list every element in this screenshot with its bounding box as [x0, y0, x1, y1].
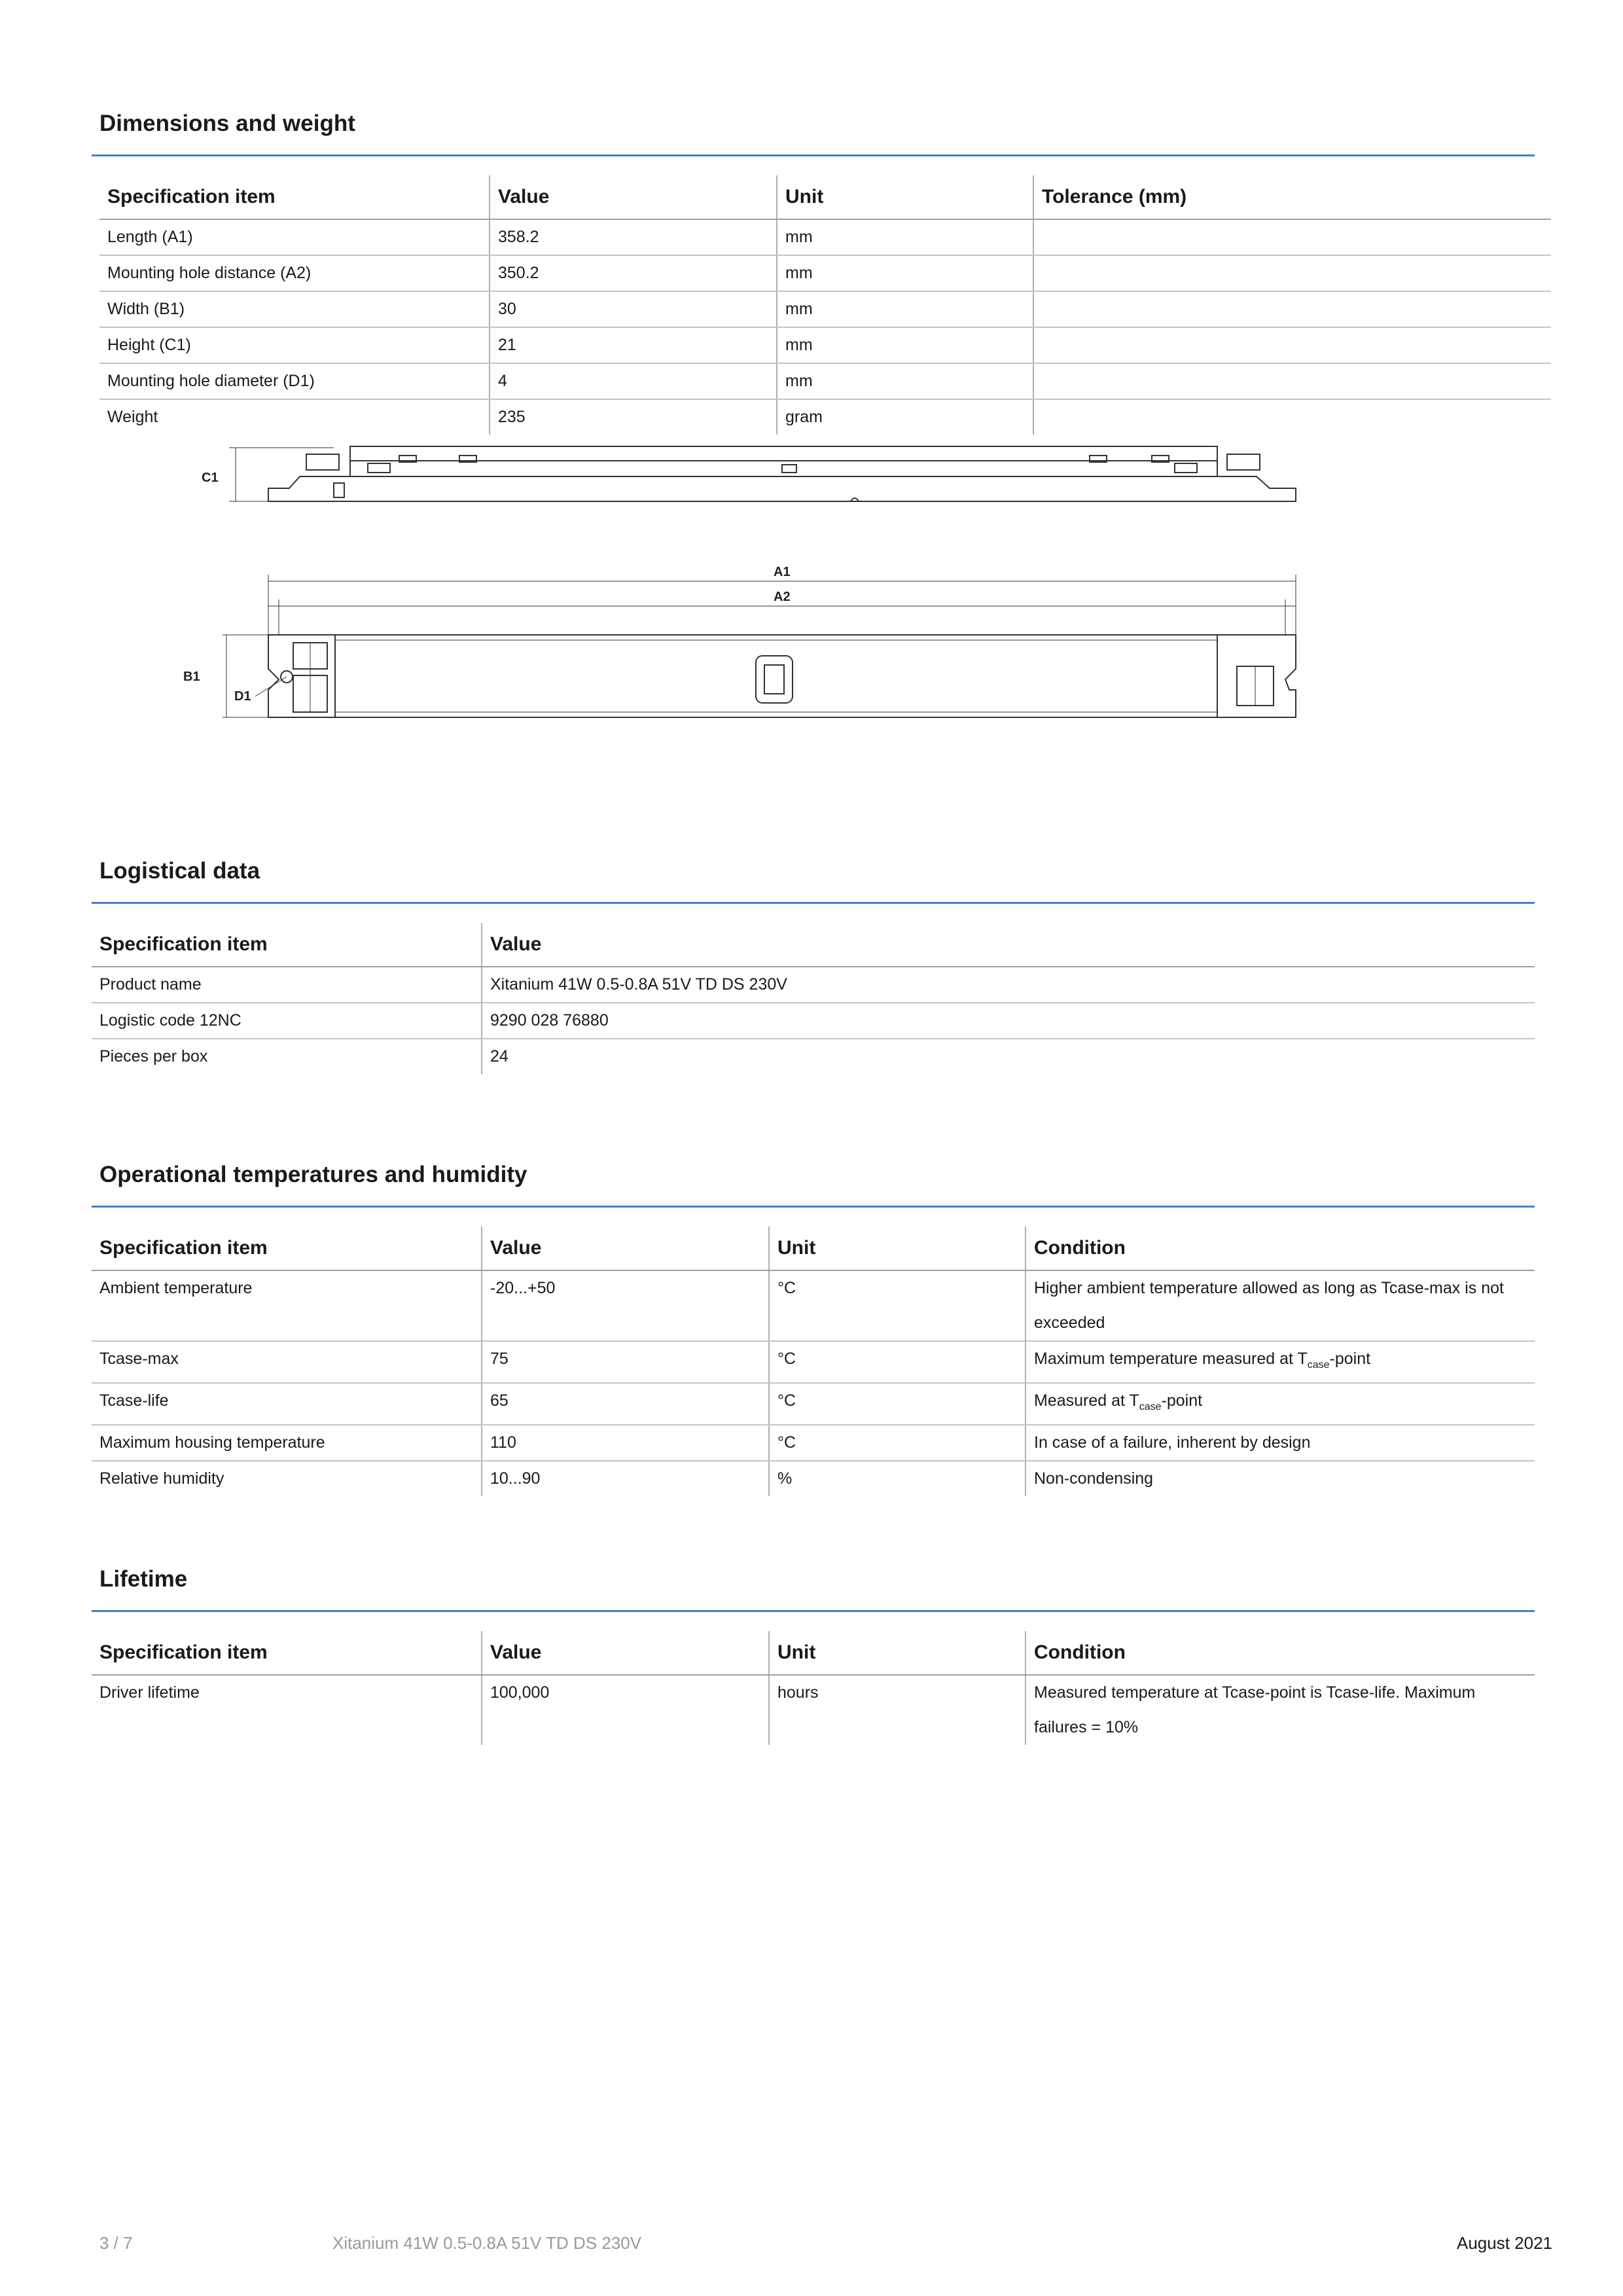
cell: 4 [490, 363, 777, 399]
table-row [99, 327, 1551, 363]
cell: 100,000 [482, 1675, 769, 1745]
column-header: Value [482, 1631, 769, 1675]
section-operational [92, 1156, 1535, 1208]
label-a1: A1 [774, 565, 791, 579]
cell [1026, 1341, 1535, 1383]
label-d1: D1 [234, 689, 251, 704]
cell: mm [777, 255, 1033, 291]
cell: 350.2 [490, 255, 777, 291]
cell: Pieces per box [99, 1047, 208, 1066]
cell: °C [769, 1425, 1026, 1461]
label-b1: B1 [183, 670, 200, 684]
column-header: Unit [769, 1631, 1026, 1675]
footer-date: August 2021 [1456, 2233, 1552, 2253]
cell: Mounting hole diameter (D1) [99, 363, 490, 399]
cell: °C [769, 1383, 1026, 1425]
column-header: Condition [1026, 1631, 1535, 1675]
column-header: Value [490, 175, 777, 219]
column-header: Value [482, 1227, 769, 1270]
cell: Maximum housing temperature [92, 1425, 482, 1461]
label-c1: C1 [202, 471, 219, 485]
table-row [92, 1003, 1535, 1039]
cell: Logistic code 12NC [92, 1003, 482, 1039]
column-header: Unit [777, 175, 1033, 219]
table-row [99, 363, 1551, 399]
cell: mm [777, 291, 1033, 327]
cell: Xitanium 41W 0.5-0.8A 51V TD DS 230V [482, 967, 1535, 1003]
cell: In case of a failure, inherent by design [1026, 1425, 1535, 1461]
column-header: Specification item [92, 923, 482, 967]
table-row [99, 255, 1551, 291]
section-logistical [92, 852, 1535, 904]
condition-text: -point [1329, 1350, 1371, 1368]
dimensions-table [99, 175, 1551, 435]
column-header: Specification item [92, 1227, 482, 1270]
cell: Driver lifetime [99, 1683, 200, 1702]
table-row [92, 1675, 1535, 1745]
cell: °C [769, 1341, 1026, 1383]
condition-subscript: case [1139, 1401, 1162, 1412]
section-title-dimensions: Dimensions and weight [92, 105, 1535, 156]
cell: 30 [490, 291, 777, 327]
cell: Width (B1) [99, 291, 490, 327]
cell: 358.2 [490, 219, 777, 255]
cell: Measured temperature at Tcase-point is Tcase-life. Maximum failures = 10% [1026, 1675, 1535, 1745]
table-row [99, 219, 1551, 255]
cell [1033, 399, 1551, 435]
cell: Length (A1) [99, 219, 490, 255]
cell: 65 [482, 1383, 769, 1425]
footer-page-number: 3 / 7 [99, 2233, 133, 2253]
section-title-operational: Operational temperatures and humidity [92, 1156, 1535, 1208]
cell: Height (C1) [99, 327, 490, 363]
column-header: Specification item [92, 1631, 482, 1675]
cell: Tcase-max [92, 1341, 482, 1383]
cell: Non-condensing [1026, 1461, 1535, 1496]
cell: hours [769, 1675, 1026, 1745]
cell: 75 [482, 1341, 769, 1383]
cell: 9290 028 76880 [482, 1003, 1535, 1039]
table-row [92, 1461, 1535, 1496]
table-row [92, 1341, 1535, 1383]
cell: 110 [482, 1425, 769, 1461]
cell: mm [777, 363, 1033, 399]
cell: °C [769, 1270, 1026, 1341]
column-header: Unit [769, 1227, 1026, 1270]
column-header: Condition [1026, 1227, 1535, 1270]
driver-side-view [229, 446, 1296, 501]
cell: Higher ambient temperature allowed as long as Tcase-max is not exceeded [1026, 1270, 1535, 1341]
table-row [92, 1383, 1535, 1425]
cell: -20...+50 [482, 1270, 769, 1341]
cell: 10...90 [482, 1461, 769, 1496]
section-title-lifetime: Lifetime [92, 1560, 1535, 1612]
dimension-drawing [183, 439, 1335, 740]
condition-text: Maximum temperature measured at T [1034, 1350, 1308, 1368]
cell [1033, 363, 1551, 399]
cell: mm [777, 327, 1033, 363]
cell: 21 [490, 327, 777, 363]
section-dimensions [92, 105, 1535, 156]
cell: mm [777, 219, 1033, 255]
cell: Relative humidity [99, 1469, 224, 1488]
operational-table [92, 1227, 1535, 1496]
label-a2: A2 [774, 590, 791, 604]
cell: 24 [482, 1039, 1535, 1074]
cell: Ambient temperature [92, 1270, 482, 1341]
table-row [92, 967, 1535, 1003]
column-header: Value [482, 923, 1535, 967]
table-row [99, 291, 1551, 327]
cell [1033, 327, 1551, 363]
table-row [92, 1270, 1535, 1341]
footer-product-name: Xitanium 41W 0.5-0.8A 51V TD DS 230V [332, 2233, 642, 2253]
cell [1026, 1383, 1535, 1425]
cell: % [769, 1461, 1026, 1496]
cell: Mounting hole distance (A2) [99, 255, 490, 291]
cell: 235 [490, 399, 777, 435]
cell [1033, 255, 1551, 291]
cell: gram [777, 399, 1033, 435]
cell [1033, 219, 1551, 255]
section-lifetime [92, 1560, 1535, 1612]
condition-subscript: case [1307, 1359, 1330, 1371]
column-header: Tolerance (mm) [1033, 175, 1551, 219]
cell: Tcase-life [92, 1383, 482, 1425]
condition-text: Measured at T [1034, 1391, 1139, 1410]
condition-text: -point [1161, 1391, 1203, 1410]
cell: Weight [107, 408, 158, 426]
cell [1033, 291, 1551, 327]
cell: Product name [92, 967, 482, 1003]
column-header: Specification item [99, 175, 490, 219]
section-title-logistical: Logistical data [92, 852, 1535, 904]
logistical-table [92, 923, 1535, 1074]
lifetime-table [92, 1631, 1535, 1745]
driver-top-view [223, 575, 1296, 717]
table-row [92, 1425, 1535, 1461]
table-row [99, 399, 1551, 435]
table-row [92, 1039, 1535, 1074]
